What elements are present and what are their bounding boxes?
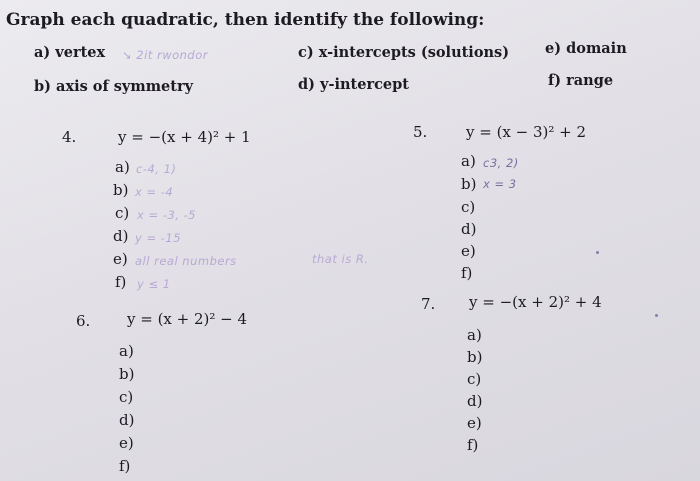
problem-4-f-label: f): [115, 273, 127, 291]
problem-4-c-label: c): [115, 204, 130, 222]
problem-4-f-answer: y ≤ 1: [137, 277, 171, 291]
problem-5-a-answer: c3, 2): [483, 156, 519, 170]
problem-4-e-answer: all real numbers: [135, 254, 237, 268]
problem-5-f-label: f): [461, 264, 473, 282]
problem-4-d-label: d): [113, 227, 129, 245]
problem-6-b-label: b): [119, 365, 135, 383]
problem-5-a-label: a): [461, 152, 476, 170]
problem-6-equation: y = (x + 2)² − 4: [127, 310, 248, 328]
problem-4-b-answer: x = -4: [135, 185, 174, 199]
criteria-vertex: a) vertex: [34, 44, 106, 61]
pen-mark: [596, 251, 599, 254]
problem-6-number: 6.: [76, 312, 91, 330]
problem-7-a-label: a): [467, 326, 482, 344]
problem-4-a-label: a): [115, 158, 130, 176]
problem-7-f-label: f): [467, 436, 479, 454]
criteria-vertex-note: ↘ 2it rwondor: [122, 48, 208, 62]
criteria-axis-of-symmetry: b) axis of symmetry: [34, 78, 194, 95]
problem-6-f-label: f): [119, 457, 131, 475]
problem-6-a-label: a): [119, 342, 134, 360]
problem-4-equation: y = −(x + 4)² + 1: [118, 128, 251, 146]
problem-7-e-label: e): [467, 414, 482, 432]
problem-7-b-label: b): [467, 348, 483, 366]
problem-4-e-label: e): [113, 250, 128, 268]
problem-4-d-answer: y = -15: [135, 231, 182, 245]
problem-7-c-label: c): [467, 370, 482, 388]
criteria-domain: e) domain: [545, 40, 627, 57]
problem-4-c-answer: x = -3, -5: [137, 208, 196, 222]
problem-5-e-label: e): [461, 242, 476, 260]
problem-4-b-label: b): [113, 181, 129, 199]
criteria-y-intercept: d) y-intercept: [298, 76, 409, 93]
problem-5-b-answer: x = 3: [483, 177, 517, 191]
problem-4-number: 4.: [62, 128, 77, 146]
problem-5-d-label: d): [461, 220, 477, 238]
problem-6-d-label: d): [119, 411, 135, 429]
problem-5-equation: y = (x − 3)² + 2: [466, 123, 587, 141]
problem-6-c-label: c): [119, 388, 134, 406]
page-title: Graph each quadratic, then identify the following:: [6, 10, 485, 30]
problem-6-e-label: e): [119, 434, 134, 452]
problem-4-a-answer: c-4, 1): [136, 162, 177, 176]
problem-5-b-label: b): [461, 175, 477, 193]
problem-4-e-extra: that is R.: [312, 252, 369, 266]
problem-7-number: 7.: [421, 295, 436, 313]
pen-mark: [655, 314, 658, 317]
problem-5-c-label: c): [461, 198, 476, 216]
problem-7-d-label: d): [467, 392, 483, 410]
problem-7-equation: y = −(x + 2)² + 4: [469, 293, 602, 311]
problem-5-number: 5.: [413, 123, 428, 141]
criteria-x-intercepts: c) x-intercepts (solutions): [298, 44, 510, 61]
criteria-range: f) range: [548, 72, 614, 89]
